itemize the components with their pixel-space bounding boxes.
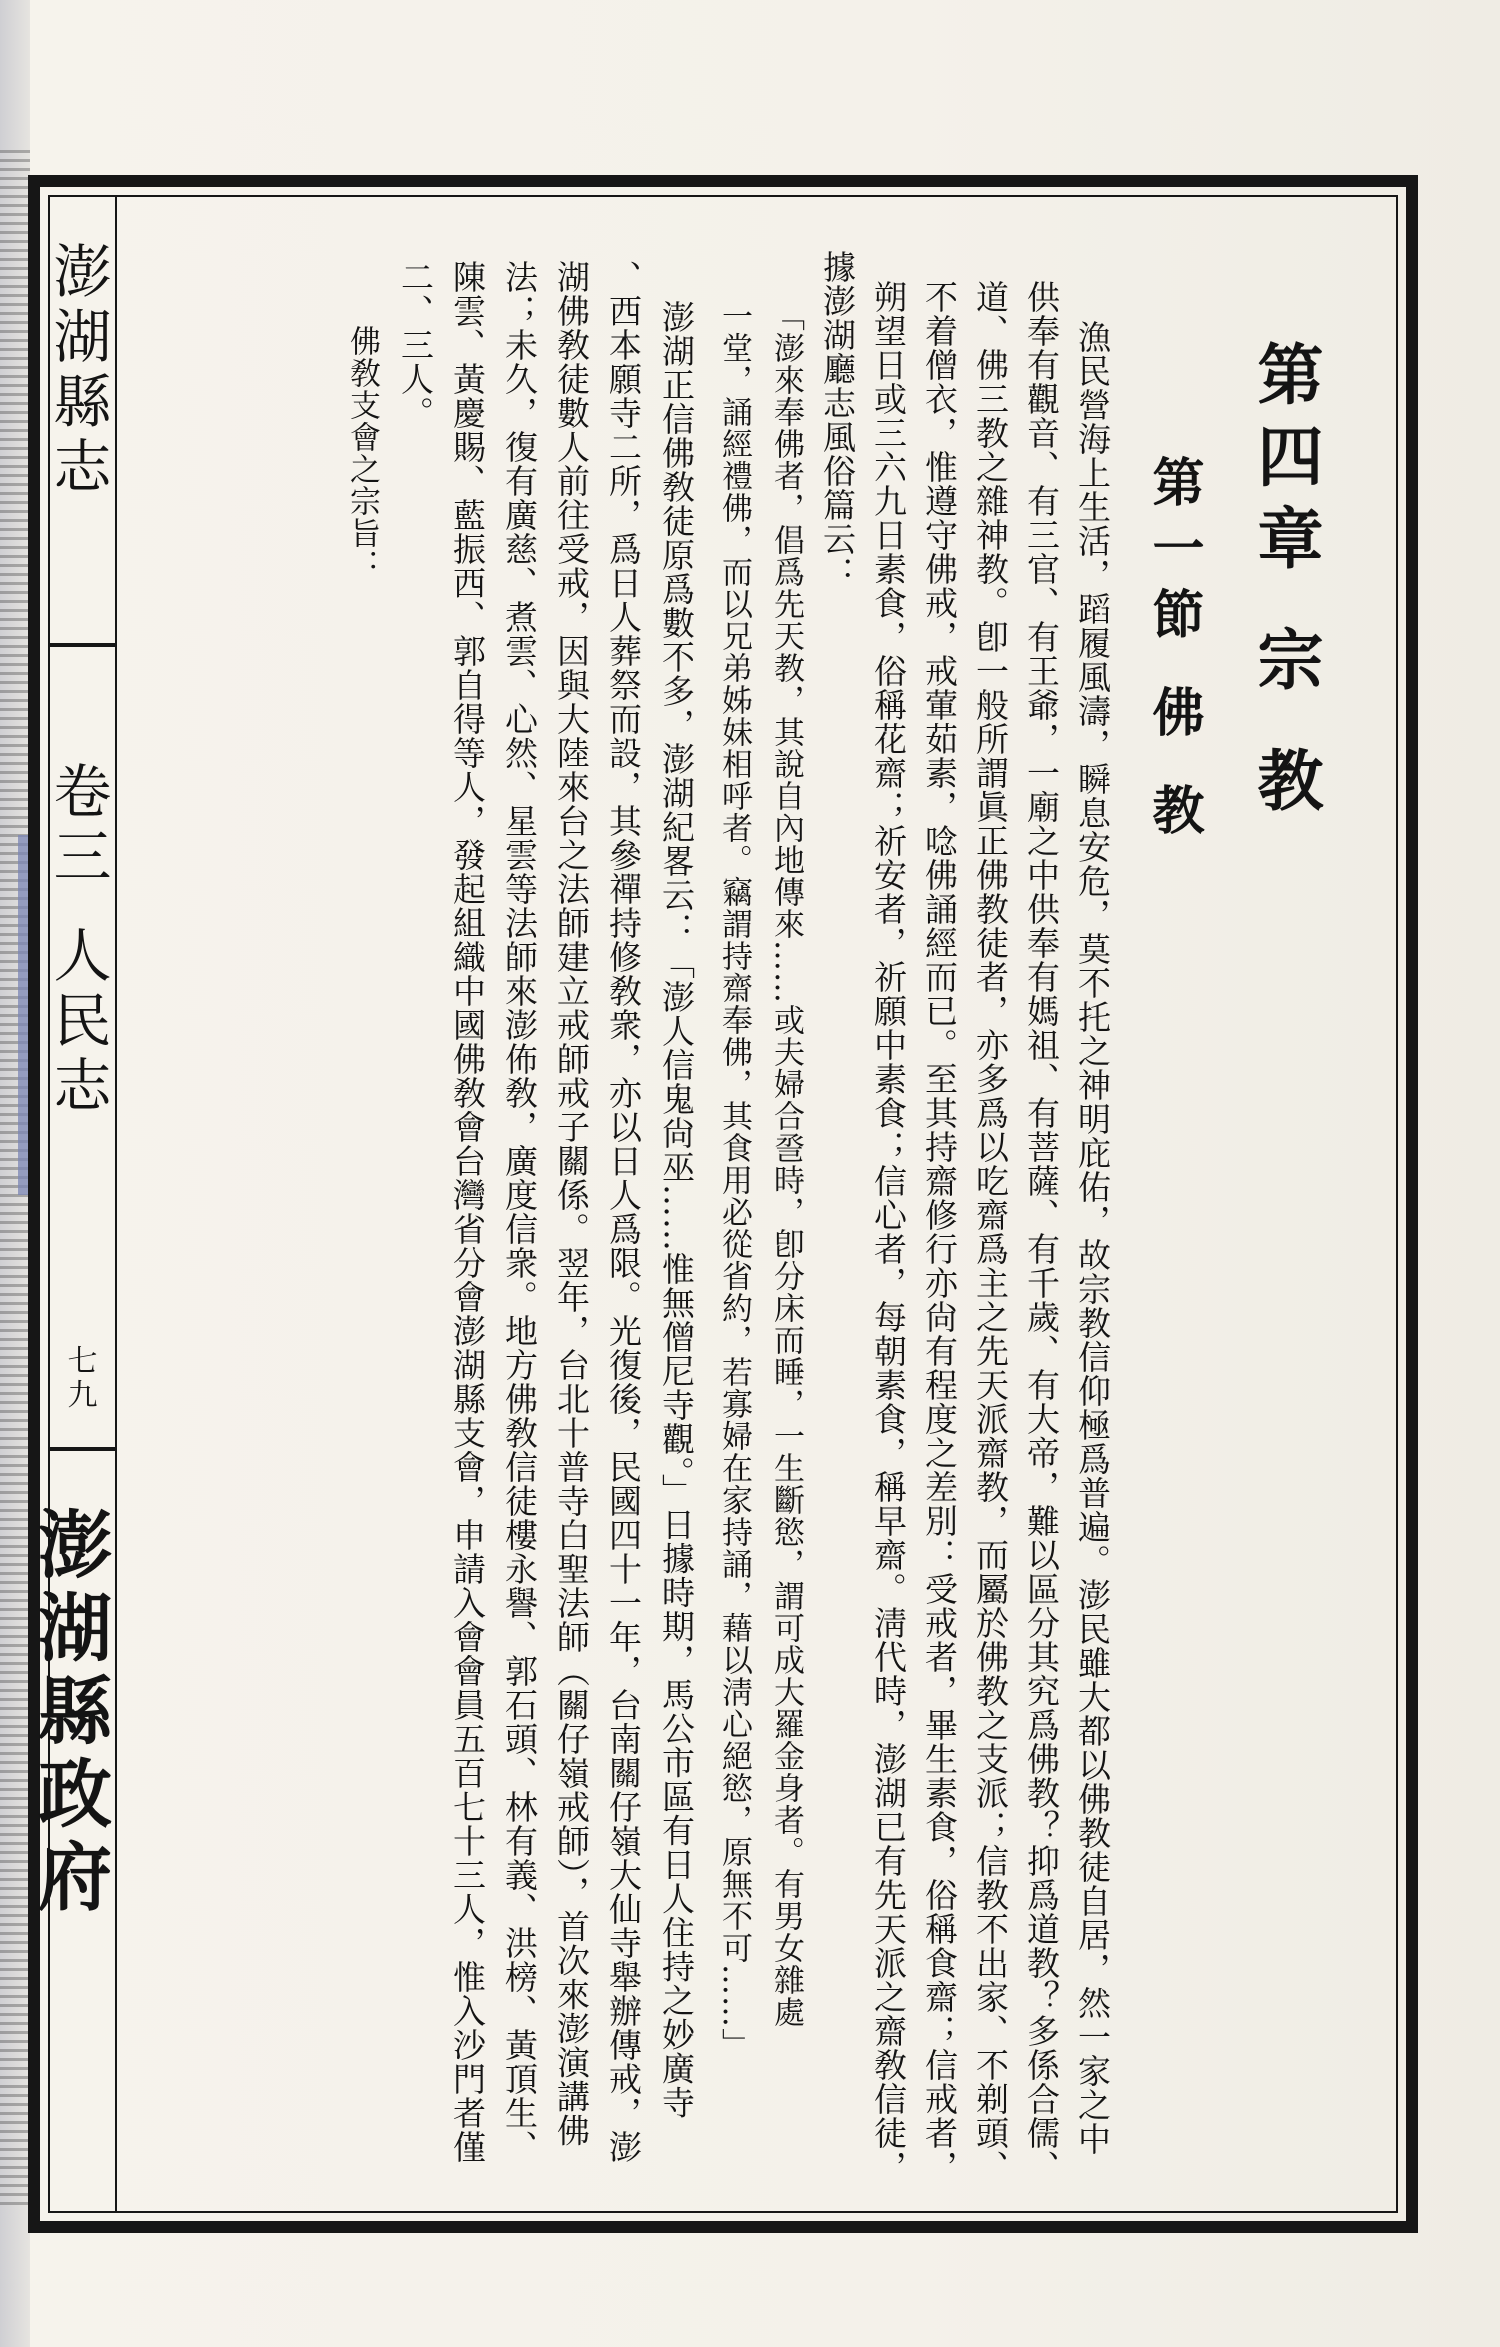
quote-column: 一堂，誦經禮佛，而以兄弟姊妹相呼者。竊謂持齋奉佛，其食用必從省約，若寡婦在家持誦，藉以淸心絕慾，原無不可……」 <box>716 300 752 2060</box>
volume-title-char: 民 <box>53 986 112 1055</box>
page-number <box>50 1345 115 1412</box>
running-title-char: 縣 <box>53 367 112 436</box>
publisher-char: 縣 <box>38 1668 112 1755</box>
page-number-char: 九 <box>67 1377 98 1413</box>
volume-title-char: 卷 <box>53 758 112 826</box>
volume-title-char: 人 <box>53 921 112 990</box>
chapter-title: 第四章 宗 教 <box>1246 340 1324 828</box>
publisher-name <box>30 1505 120 1919</box>
running-title-char: 澎 <box>53 238 112 306</box>
running-title-char: 志 <box>53 432 112 501</box>
body-column: 漁民營海上生活，蹈履風濤，瞬息安危，莫不托之神明庇佑，故宗教信仰極爲普遍。澎民雖大都以佛教徒自居，然一家之中 <box>1073 320 1112 2156</box>
body-column: 、西本願寺二所，爲日人葬祭而設，其參禪持修敎衆，亦以日人爲限。光復後，民國四十一年，台南關仔嶺大仙寺舉辦傳戒，澎 <box>604 260 643 2164</box>
publisher-char: 府 <box>38 1834 112 1921</box>
publisher-char: 澎 <box>38 1503 112 1589</box>
body-column: 供奉有觀音、有三官、有王爺，一廟之中供奉有媽祖、有菩薩、有千歲、有大帝，難以區分其究爲佛教？抑爲道教？多係合儒、 <box>1022 280 1061 2184</box>
quote-column: 「澎來奉佛者，倡爲先天教，其說自內地傳來……或夫婦合巹時，卽分床而睡，一生斷慾，謂可成大羅金身者。有男女雜處 <box>768 300 804 2028</box>
body-column: 二、三人。 <box>396 260 435 430</box>
volume-title-char: 三 <box>53 822 112 891</box>
volume-title <box>50 760 115 1119</box>
body-column: 不着僧衣，惟遵守佛戒，戒葷茹素，唸佛誦經而已。至其持齋修行亦尙有程度之差別：受戒者，畢生素食，俗稱食齋；信戒者， <box>920 280 959 2184</box>
subheading-column: 佛敎支會之宗旨： <box>344 325 380 581</box>
body-column: 道、佛三教之雜神教。卽一般所謂眞正佛教徒者，亦多爲以吃齋爲主之先天派齋教，而屬於佛教之支派；信教不出家、不剃頭、 <box>971 280 1010 2184</box>
body-column: 澎湖正信佛敎徒原爲數不多，澎湖紀畧云：「澎人信鬼尙巫……惟無僧尼寺觀。」日據時期，馬公市區有日人住持之妙廣寺 <box>657 300 696 2120</box>
publisher-char: 湖 <box>38 1585 112 1672</box>
margin-rule <box>50 643 115 647</box>
section-title: 第一節 佛 教 <box>1143 455 1204 850</box>
body-column: 據澎湖廳志風俗篇云： <box>818 250 857 590</box>
running-title-char: 湖 <box>53 302 112 371</box>
volume-title-char: 志 <box>53 1051 112 1120</box>
publisher-char: 政 <box>38 1751 112 1838</box>
body-column: 陳雲、黃慶賜、藍振西、郭自得等人，發起組織中國佛敎會台灣省分會澎湖縣支會，申請入會會員五百七十三人，惟入沙門者僅 <box>448 260 487 2164</box>
running-title <box>50 240 115 500</box>
page-number-char: 七 <box>67 1344 98 1379</box>
body-column: 法；未久，復有廣慈、煮雲、心然、星雲等法師來澎佈敎，廣度信衆。地方佛敎信徒樓永譽、郭石頭、林有義、洪榜、黃頂生、 <box>500 260 539 2164</box>
body-column: 湖佛敎徒數人前往受戒，因與大陸來台之法師建立戒師戒子關係。翌年，台北十普寺白聖法師（關仔嶺戒師），首次來澎演講佛 <box>552 260 591 2148</box>
margin-rule <box>50 1447 115 1451</box>
body-column: 朔望日或三六九日素食，俗稱花齋；祈安者，祈願中素食；信心者，每朝素食，稱早齋。淸代時，澎湖已有先天派之齋敎信徒， <box>869 280 908 2184</box>
